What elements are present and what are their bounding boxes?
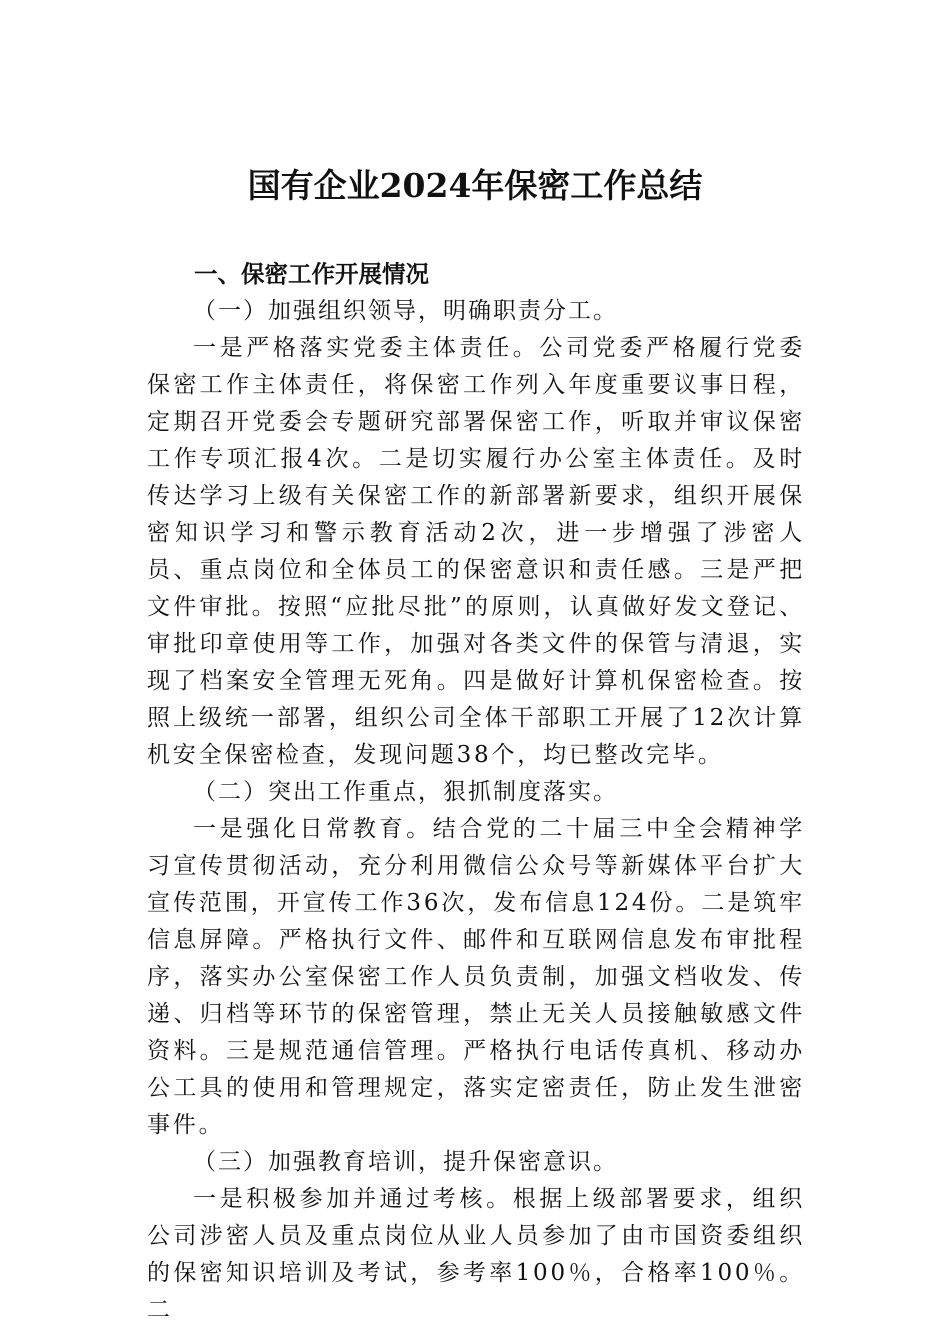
document-title: 国有企业2024年保密工作总结	[247, 166, 703, 205]
document-body	[147, 256, 805, 1329]
section-heading: 一、保密工作开展情况	[194, 260, 429, 288]
body-paragraph: 一是严格落实党委主体责任。公司党委严格履行党委保密工作主体责任，将保密工作列入年度重要议事日程，定期召开党委会专题研究部署保密工作，听取并审议保密工作专项汇报4次。二是切实履行办公室主体责任。及时传达学习上级有关保密工作的新部署新要求，组织开展保密知识学习和警示教育活动2次，进一步增强了涉密人员、重点岗位和全体员工的保密意识和责任感。三是严把文件审批。按照“应批尽批”的原则，认真做好发文登记、审批印章使用等工作，加强对各类文件的保管与清退，实现了档案安全管理无死角。四是做好计算机保密检查。按照上级统一部署，组织公司全体干部职工开展了12次计算机安全保密检查，发现问题38个，均已整改完毕。	[147, 335, 805, 768]
subsection-heading: （一）加强组织领导，明确职责分工。	[193, 298, 618, 324]
subsection-heading: （三）加强教育培训，提升保密意识。	[193, 1149, 618, 1175]
body-paragraph: 一是强化日常教育。结合党的二十届三中全会精神学习宣传贯彻活动，充分利用微信公众号等新媒体平台扩大宣传范围，开宣传工作36次，发布信息124份。二是筑牢信息屏障。严格执行文件、邮件和互联网信息发布审批程序，落实办公室保密工作人员负责制，加强文档收发、传递、归档等环节的保密管理，禁止无关人员接触敏感文件资料。三是规范通信管理。严格执行电话传真机、移动办公工具的使用和管理规定，落实定密责任，防止发生泄密事件。	[147, 816, 805, 1138]
subsection-heading: （二）突出工作重点，狠抓制度落实。	[193, 779, 618, 805]
body-paragraph: 一是积极参加并通过考核。根据上级部署要求，组织公司涉密人员及重点岗位从业人员参加了由市国资委组织的保密知识培训及考试，参考率100％，合格率100％。二	[147, 1186, 805, 1323]
